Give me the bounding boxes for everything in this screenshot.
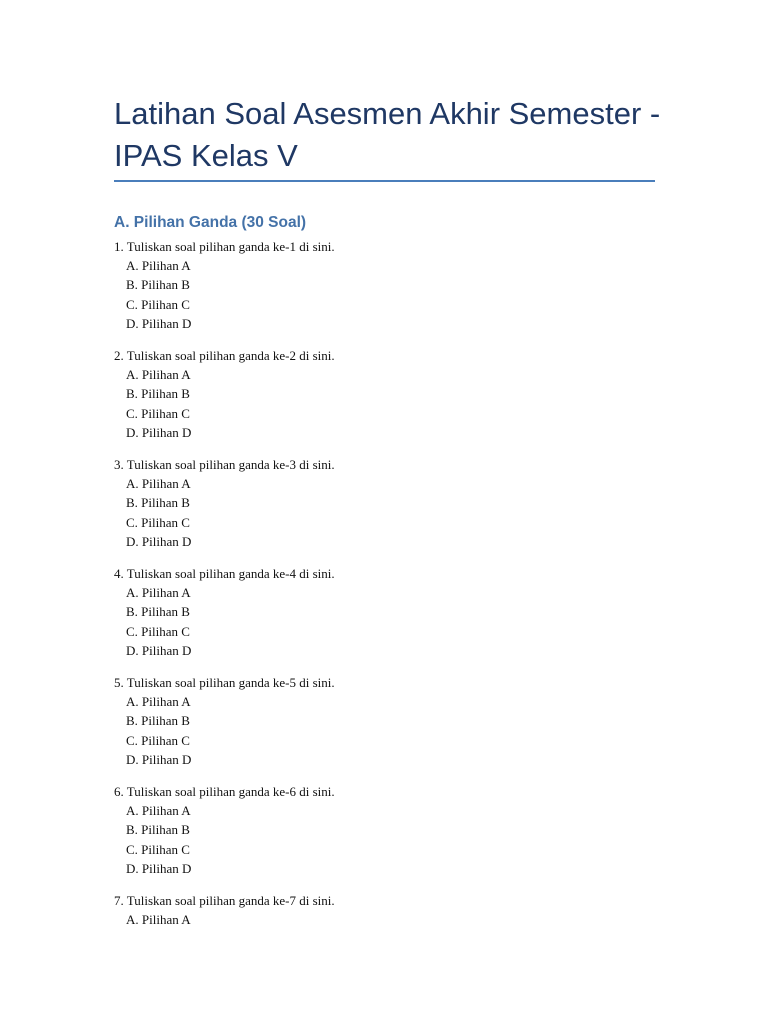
question-item	[114, 564, 674, 660]
option-item: A. Pilihan A	[126, 585, 191, 601]
question-item	[114, 237, 674, 333]
question-item	[114, 673, 674, 769]
question-text: 1. Tuliskan soal pilihan ganda ke-1 di sini.	[114, 239, 335, 254]
option-item: A. Pilihan A	[126, 694, 191, 710]
document-title: Latihan Soal Asesmen Akhir Semester - IPAS Kelas V	[114, 96, 661, 173]
option-list	[114, 474, 674, 551]
option-item: B. Pilihan B	[126, 386, 190, 402]
option-list	[114, 256, 674, 333]
option-item: D. Pilihan D	[126, 751, 192, 767]
question-item	[114, 346, 674, 442]
option-list	[114, 692, 674, 769]
question-text: 6. Tuliskan soal pilihan ganda ke-6 di sini.	[114, 784, 335, 800]
option-item: A. Pilihan A	[126, 367, 191, 383]
option-item: A. Pilihan A	[126, 258, 191, 274]
question-list	[114, 237, 674, 943]
option-item: B. Pilihan B	[126, 277, 190, 293]
option-item: B. Pilihan B	[126, 713, 190, 729]
question-text: 2. Tuliskan soal pilihan ganda ke-2 di sini.	[114, 348, 335, 364]
option-item: D. Pilihan D	[126, 315, 192, 331]
option-item: D. Pilihan D	[126, 424, 192, 440]
option-item: C. Pilihan C	[126, 514, 190, 530]
question-text: 3. Tuliskan soal pilihan ganda ke-3 di sini.	[114, 457, 335, 473]
question-text: 5. Tuliskan soal pilihan ganda ke-5 di sini.	[114, 675, 335, 691]
option-item: C. Pilihan C	[126, 623, 190, 639]
option-item: D. Pilihan D	[126, 533, 192, 549]
option-item: C. Pilihan C	[126, 841, 190, 857]
question-item	[114, 455, 674, 551]
option-item: A. Pilihan A	[126, 912, 191, 928]
option-item: A. Pilihan A	[126, 803, 191, 819]
section-heading: A. Pilihan Ganda (30 Soal)	[114, 214, 307, 231]
option-item: B. Pilihan B	[126, 495, 190, 511]
option-item: B. Pilihan B	[126, 604, 190, 620]
option-item: D. Pilihan D	[126, 642, 192, 658]
question-item	[114, 891, 674, 929]
question-text: 4. Tuliskan soal pilihan ganda ke-4 di sini.	[114, 566, 335, 582]
option-item: A. Pilihan A	[126, 476, 191, 492]
option-list	[114, 365, 674, 442]
option-list	[114, 910, 674, 929]
option-list	[114, 801, 674, 878]
option-list	[114, 583, 674, 660]
option-item: C. Pilihan C	[126, 405, 190, 421]
option-item: C. Pilihan C	[126, 732, 190, 748]
question-text: 7. Tuliskan soal pilihan ganda ke-7 di sini.	[114, 893, 335, 909]
option-item: C. Pilihan C	[126, 296, 190, 312]
option-item: B. Pilihan B	[126, 822, 190, 838]
title-underline-rule	[114, 180, 655, 182]
question-item	[114, 782, 674, 878]
option-item: D. Pilihan D	[126, 860, 192, 876]
